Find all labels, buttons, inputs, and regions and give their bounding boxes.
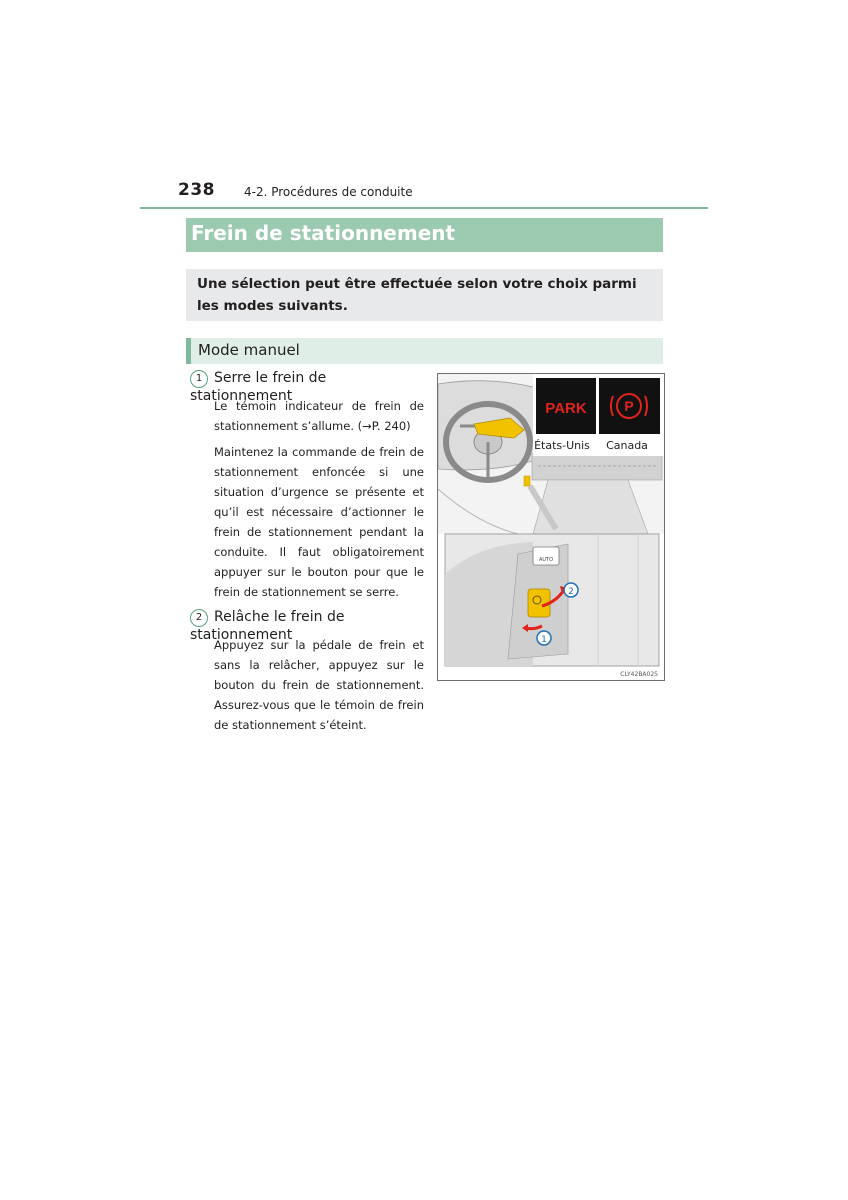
switch-location-marker	[524, 476, 530, 486]
center-console	[533, 480, 648, 534]
page-title: Frein de stationnement	[191, 221, 456, 245]
callout-2-text: 2	[568, 587, 574, 597]
callout-1-text: 1	[541, 635, 547, 645]
label-us: États-Unis	[534, 439, 590, 452]
center-console-top	[532, 454, 662, 480]
step-2-number: 2	[190, 609, 208, 627]
figure-code: CLY42BA025	[620, 671, 658, 678]
step-1-number: 1	[190, 370, 208, 388]
parking-brake-figure	[437, 373, 665, 681]
step-2-title-text: Relâche le frein de stationnement	[190, 609, 345, 643]
subheading-text: Mode manuel	[198, 341, 300, 359]
header-rule	[140, 207, 708, 209]
intro-box	[186, 269, 663, 321]
step-1-paragraph-1: Le témoin indicateur de frein de stationnement s’allume. (→P. 240)	[214, 399, 424, 433]
p-indicator-text: P	[624, 398, 634, 414]
step-1-title-text: Serre le frein de stationnement	[190, 370, 327, 404]
title-bar	[186, 218, 663, 252]
figure-illustration	[438, 374, 664, 680]
subheading-accent	[186, 338, 191, 364]
park-indicator-text: PARK	[545, 400, 587, 417]
subheading	[186, 338, 663, 364]
page-number: 238	[178, 180, 215, 200]
intro-text: Une sélection peut être effectuée selon votre choix parmi les modes suivants.	[197, 276, 637, 314]
section-path: 4-2. Procédures de conduite	[244, 185, 413, 199]
page-header	[140, 178, 708, 208]
step-1-paragraph-2: Maintenez la commande de frein de stationnement enfoncée si une situation d’urgence se présente et qu’il est nécessaire d’actionner le frein de stationnement pendant la conduite. Il faut obligatoirement appuyer sur le bouton pour que le frein de stationnement se serre.	[214, 445, 424, 599]
step-2-paragraph-1: Appuyez sur la pédale de frein et sans la relâcher, appuyez sur le bouton du frein de stationnement. Assurez-vous que le témoin de frein de stationnement s’éteint.	[214, 638, 424, 732]
label-canada: Canada	[606, 439, 648, 452]
auto-switch-label: AUTO	[538, 557, 554, 563]
